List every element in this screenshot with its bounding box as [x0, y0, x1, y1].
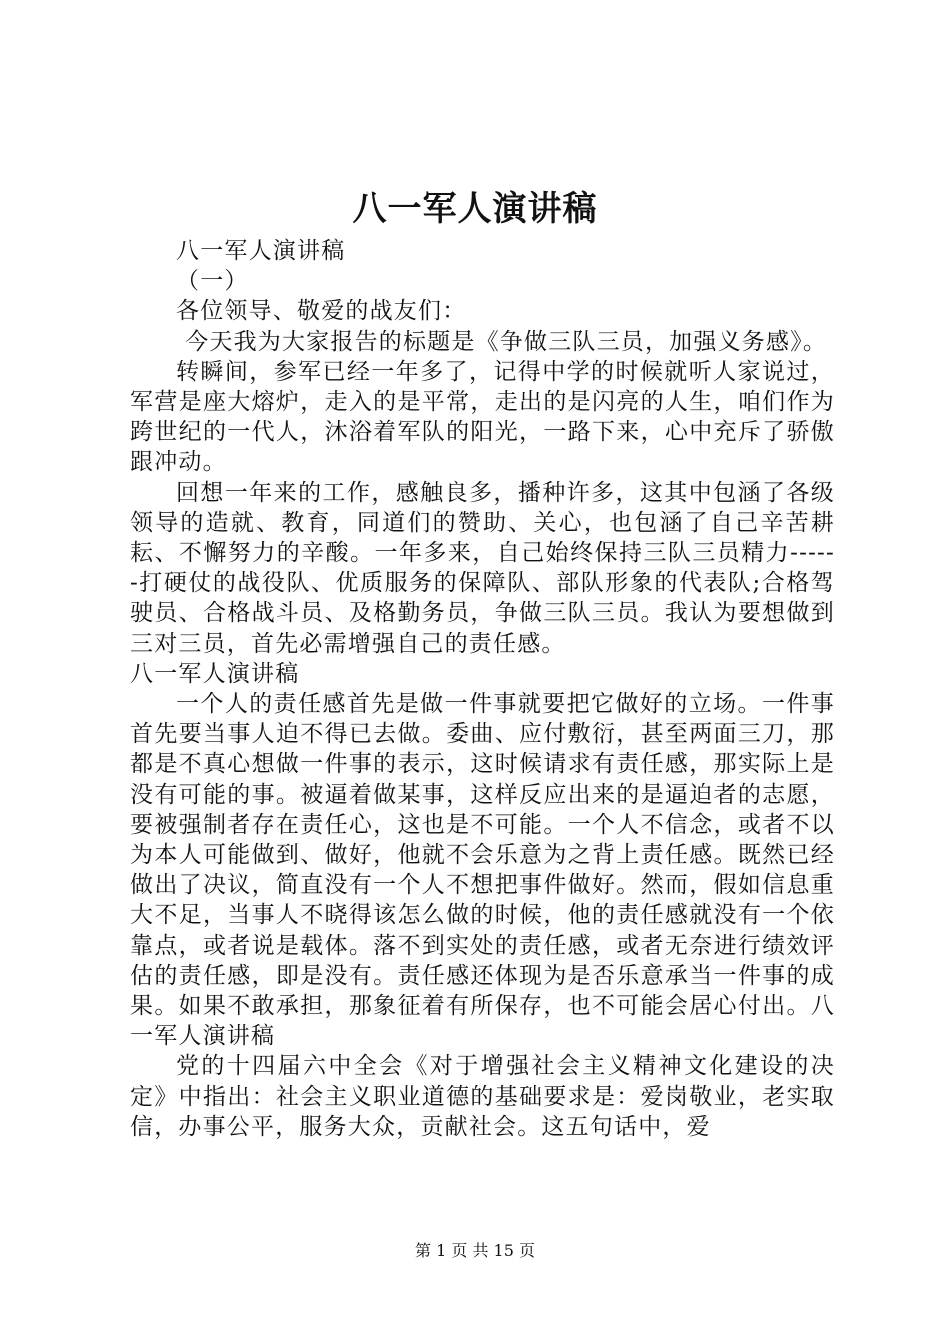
document-title: 八一军人演讲稿 — [352, 189, 598, 229]
paragraph-salutation: 各位领导、敬爱的战友们： — [176, 298, 467, 325]
paragraph-body: 回想一年来的工作，感触良多，播种许多，这其中包涵了各级领导的造就、教育，同道们的赞助、关心，也包涵了自己辛苦耕耘、不懈努力的辛酸。一年多来，自己始终保持三队三员精力------打硬仗的战役队、优质服务的保障队、部队形象的代表队;合格驾驶员、合格战斗员、及格勤务员，争做三队三员。我认为要想做到三对三员，首先必需增强自己的责任感。 — [130, 479, 835, 657]
document-body — [130, 236, 835, 1142]
paragraph-body: 转瞬间，参军已经一年多了，记得中学的时候就听人家说过，军营是座大熔炉，走入的是平常，走出的是闪亮的人生，咱们作为跨世纪的一代人，沐浴着军队的阳光，一路下来，心中充斥了骄傲跟冲动。 — [130, 358, 835, 476]
paragraph-body: 党的十四届六中全会《对于增强社会主义精神文化建设的决定》中指出：社会主义职业道德的基础要求是：爱岗敬业，老实取信，办事公平，服务大众，贡献社会。这五句话中，爱 — [130, 1053, 835, 1140]
paragraph-inline-heading: 八一军人演讲稿 — [130, 660, 300, 687]
page-number-footer: 第 1 页 共 15 页 — [415, 1241, 535, 1260]
paragraph-topic: 今天我为大家报告的标题是《争做三队三员，加强义务感》。 — [185, 328, 828, 355]
paragraph-subtitle: 八一军人演讲稿 — [176, 238, 346, 264]
paragraph-section-number: （一） — [176, 268, 249, 295]
paragraph-body: 一个人的责任感首先是做一件事就要把它做好的立场。一件事首先要当事人迫不得已去做。委曲、应付敷衍，甚至两面三刀，那都是不真心想做一件事的表示，这时候请求有责任感，那实际上是没有可能的事。被逼着做某事，这样反应出来的是逼迫者的志愿，要被强制者存在责任心，这也是不可能。一个人不信念，或者不以为本人可能做到、做好，他就不会乐意为之背上责任感。既然已经做出了决议，简直没有一个人不想把事件做好。然而，假如信息重大不足，当事人不晓得该怎么做的时候，他的责任感就没有一个依靠点，或者说是载体。落不到实处的责任感，或者无奈进行绩效评估的责任感，即是没有。责任感还体现为是否乐意承当一件事的成果。如果不敢承担，那象征着有所保存，也不可能会居心付出。八一军人演讲稿 — [130, 691, 835, 1050]
